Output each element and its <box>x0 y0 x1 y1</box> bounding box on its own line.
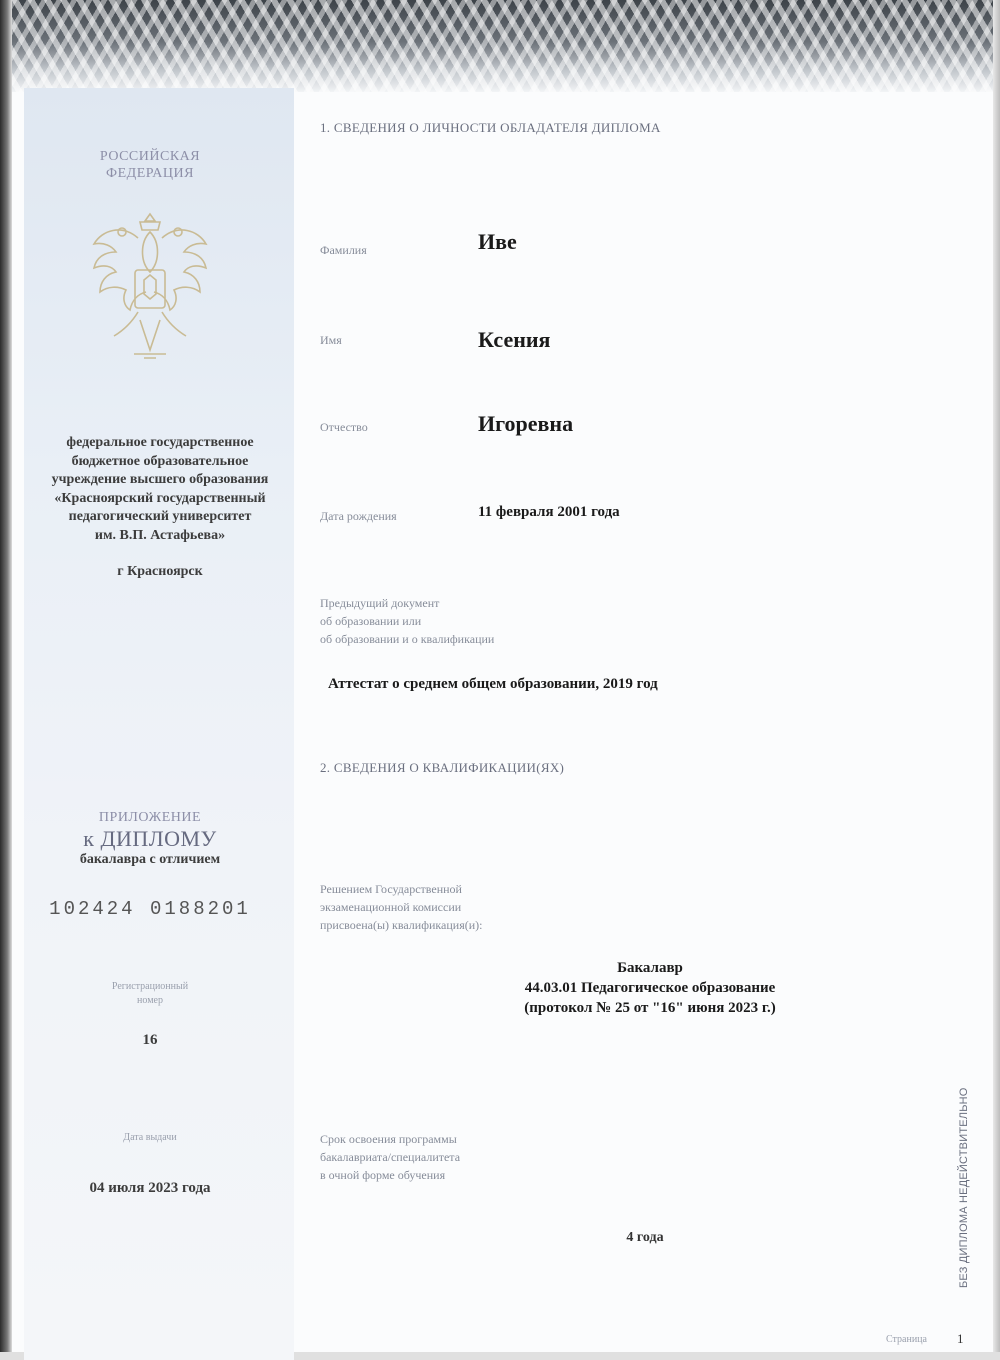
appendix-title: ПРИЛОЖЕНИЕ <box>98 810 202 825</box>
registration-number-label: Регистрационный номер <box>111 981 189 1006</box>
qualification: Бакалавр 44.03.01 Педагогическое образование (протокол № 25 от "16" июня 2023 г.) <box>524 960 776 1016</box>
study-term-value: 4 года <box>626 1230 664 1245</box>
right-edge-strip <box>993 0 1000 1360</box>
study-term-label: Срок освоения программы бакалавриата/специалитета в очной форме обучения <box>320 1132 461 1182</box>
left-edge-strip <box>0 0 12 1360</box>
name-value: Ксения <box>478 327 551 352</box>
degree-type: бакалавра с отличием <box>79 852 221 867</box>
previous-document-label: Предыдущий документ об образовании или об образовании и о квалификации <box>320 596 495 646</box>
decorative-top-band <box>0 0 1000 92</box>
issue-date-label: Дата выдачи <box>123 1132 177 1143</box>
registration-number: 16 <box>142 1032 158 1048</box>
issue-date: 04 июля 2023 года <box>89 1180 211 1196</box>
commission-decision-label: Решением Государственной экзаменационной комиссии присвоена(ы) квалификация(и): <box>320 882 483 932</box>
birth-date-label: Дата рождения <box>320 509 397 523</box>
double-headed-eagle-icon <box>78 208 223 368</box>
section-1-title: 1. СВЕДЕНИЯ О ЛИЧНОСТИ ОБЛАДАТЕЛЯ ДИПЛОМА <box>320 120 661 135</box>
patronymic-label: Отчество <box>320 420 368 434</box>
country-name: РОССИЙСКАЯ ФЕДЕРАЦИЯ <box>99 149 201 181</box>
surname-value: Иве <box>478 229 517 254</box>
section-2-title: 2. СВЕДЕНИЯ О КВАЛИФИКАЦИИ(ЯХ) <box>320 760 565 775</box>
name-label: Имя <box>320 333 342 347</box>
patronymic-value: Игоревна <box>478 411 574 436</box>
birth-date-value: 11 февраля 2001 года <box>478 504 620 520</box>
organization-name: федеральное государственное бюджетное образовательное учреждение высшего образования «Красноярский государственный педагогический университет им. В.П. Астафьева» <box>51 435 269 543</box>
previous-document-value: Аттестат о среднем общем образовании, 2019 год <box>328 676 658 692</box>
to-diploma-title: к ДИПЛОМУ <box>83 826 217 851</box>
vertical-validity-note: БЕЗ ДИПЛОМА НЕДЕЙСТВИТЕЛЬНО <box>958 1087 970 1288</box>
surname-label: Фамилия <box>320 243 367 257</box>
city: г Красноярск <box>117 564 203 579</box>
page-label: Страница <box>886 1334 927 1345</box>
page-number: 1 <box>957 1331 964 1346</box>
serial-number: 102424 0188201 <box>49 898 251 920</box>
